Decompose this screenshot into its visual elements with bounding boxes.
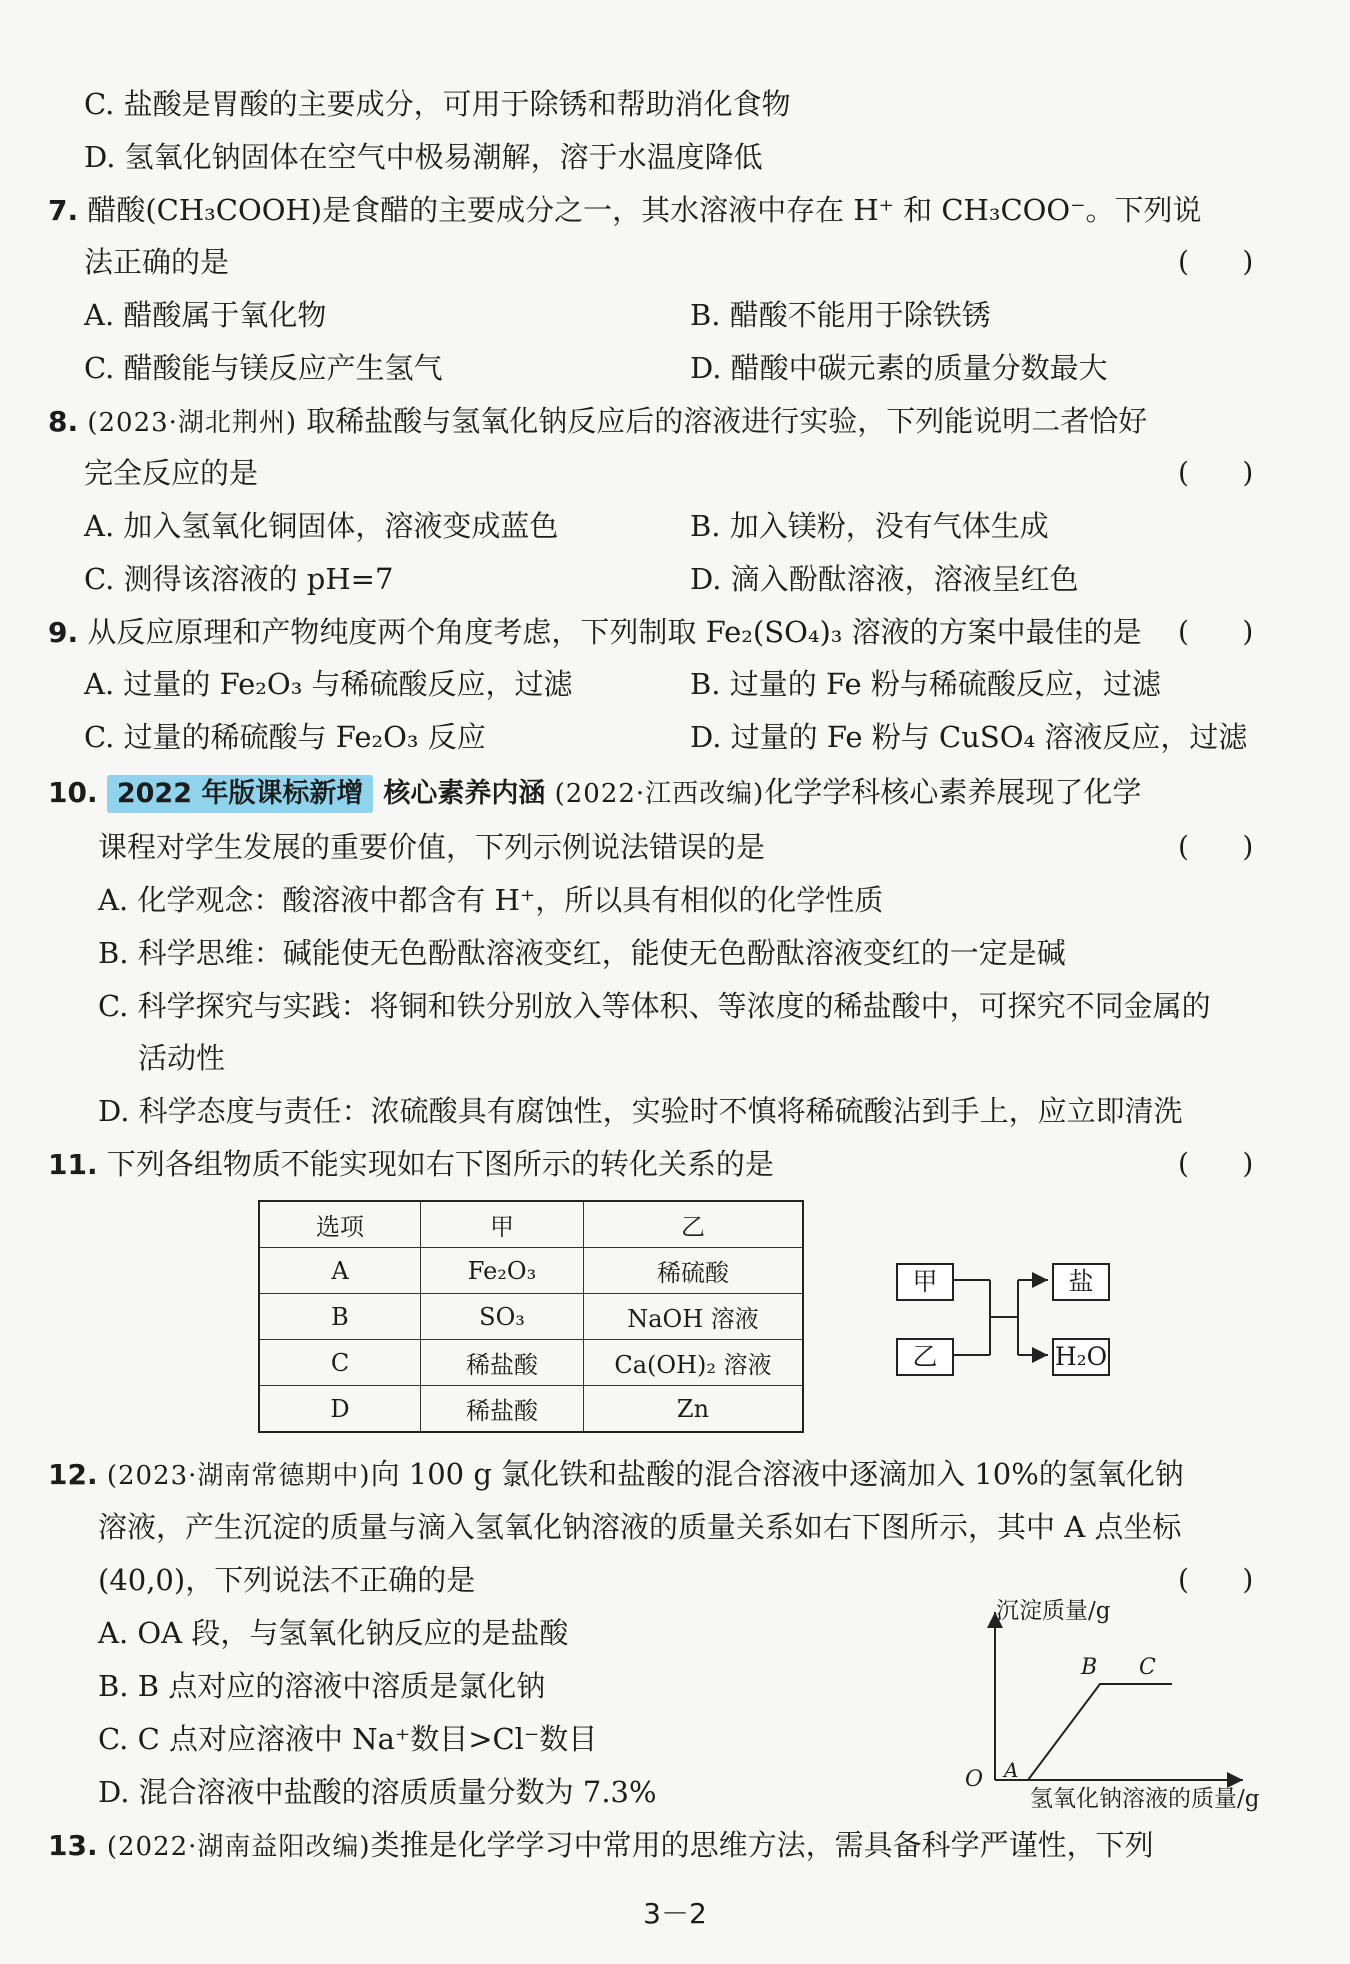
question-number: 11.: [48, 1148, 98, 1181]
q9-option-b: B. 过量的 Fe 粉与稀硫酸反应，过滤: [690, 667, 1161, 701]
q7-option-d: D. 醋酸中碳元素的质量分数最大: [690, 351, 1108, 385]
question-9-stem: 9. 从反应原理和产物纯度两个角度考虑，下列制取 Fe₂(SO₄)₃ 溶液的方案中最佳的是: [48, 615, 1142, 649]
table-cell: B: [259, 1294, 421, 1340]
q12-option-a: A. OA 段，与氢氧化钠反应的是盐酸: [98, 1616, 569, 1650]
box-yi: 乙: [896, 1338, 954, 1376]
table-cell: 稀硫酸: [584, 1248, 804, 1294]
graph-point-b: B: [1081, 1655, 1098, 1680]
table-cell: C: [259, 1340, 421, 1386]
question-number: 12.: [48, 1458, 98, 1491]
answer-bracket: ( ): [1178, 456, 1254, 489]
question-number: 10.: [48, 776, 98, 809]
question-source: (2023·湖南常德期中): [106, 1461, 371, 1491]
graph-y-label: 沉淀质量/g: [996, 1598, 1111, 1624]
table-header: 选项: [259, 1201, 421, 1248]
table-row: [259, 1340, 803, 1386]
table-cell: 稀盐酸: [421, 1386, 584, 1433]
table-cell: A: [259, 1248, 421, 1294]
q8-option-d: D. 滴入酚酞溶液，溶液呈红色: [690, 562, 1079, 596]
question-number: 8.: [48, 405, 79, 438]
question-10-stem: 10. 2022 年版课标新增 核心素养内涵 (2022·江西改编)化学学科核心素养展现了化学: [48, 772, 1141, 814]
question-7-stem: 7. 醋酸(CH₃COOH)是食醋的主要成分之一，其水溶液中存在 H⁺ 和 CH₃COO⁻。下列说: [48, 193, 1202, 227]
question-number: 9.: [48, 616, 79, 649]
q7-option-a: A. 醋酸属于氧化物: [84, 298, 327, 332]
q12-option-c: C. C 点对应溶液中 Na⁺数目>Cl⁻数目: [98, 1722, 598, 1756]
page-number: 3－2: [643, 1897, 707, 1930]
graph-x-label: 氢氧化钠溶液的质量/g: [1030, 1786, 1260, 1812]
q10-option-a: A. 化学观念：酸溶液中都含有 H⁺，所以具有相似的化学性质: [98, 883, 884, 917]
curriculum-tag: 2022 年版课标新增: [107, 775, 374, 813]
question-12-stem-cont: (40,0)，下列说法不正确的是: [98, 1563, 476, 1597]
q10-option-c-cont: 活动性: [138, 1041, 226, 1075]
q7-option-c: C. 醋酸能与镁反应产生氢气: [84, 351, 443, 385]
graph-point-a: A: [1004, 1758, 1019, 1782]
q12-option-d: D. 混合溶液中盐酸的溶质质量分数为 7.3%: [98, 1775, 657, 1809]
precipitate-curve: [1028, 1684, 1172, 1780]
question-8-stem-cont: 完全反应的是: [84, 456, 259, 490]
q9-option-a: A. 过量的 Fe₂O₃ 与稀硫酸反应，过滤: [84, 667, 573, 701]
table-cell: 稀盐酸: [421, 1340, 584, 1386]
q6-option-d: D. 氢氧化钠固体在空气中极易潮解，溶于水温度降低: [84, 140, 763, 174]
core-literacy-label: 核心素养内涵: [383, 778, 546, 809]
table-cell: D: [259, 1386, 421, 1433]
box-jia: 甲: [896, 1263, 954, 1301]
table-row: [259, 1294, 803, 1340]
graph-point-c: C: [1139, 1655, 1156, 1680]
q10-option-d: D. 科学态度与责任：浓硫酸具有腐蚀性，实验时不慎将稀硫酸沾到手上，应立即清洗: [98, 1094, 1183, 1128]
question-12-stem-cont: 溶液，产生沉淀的质量与滴入氢氧化钠溶液的质量关系如右下图所示，其中 A 点坐标: [98, 1510, 1182, 1544]
answer-bracket: ( ): [1178, 615, 1254, 648]
question-source: (2022·湖南益阳改编): [106, 1832, 371, 1862]
q10-option-c: C. 科学探究与实践：将铜和铁分别放入等体积、等浓度的稀盐酸中，可探究不同金属的: [98, 989, 1211, 1023]
q9-option-d: D. 过量的 Fe 粉与 CuSO₄ 溶液反应，过滤: [690, 720, 1248, 754]
q8-option-b: B. 加入镁粉，没有气体生成: [690, 509, 1049, 543]
answer-bracket: ( ): [1178, 245, 1254, 278]
question-10-stem-cont: 课程对学生发展的重要价值，下列示例说法错误的是: [98, 830, 766, 864]
table-row: [259, 1248, 803, 1294]
table-cell: NaOH 溶液: [584, 1294, 804, 1340]
q6-option-c: C. 盐酸是胃酸的主要成分，可用于除锈和帮助消化食物: [84, 87, 791, 121]
table-cell: SO₃: [421, 1294, 584, 1340]
question-source: (2023·湖北荆州): [87, 408, 298, 438]
question-7-stem-cont: 法正确的是: [84, 245, 230, 279]
question-number: 13.: [48, 1829, 98, 1862]
table-cell: Fe₂O₃: [421, 1248, 584, 1294]
question-8-stem: 8. (2023·湖北荆州) 取稀盐酸与氢氧化钠反应后的溶液进行实验，下列能说明二者恰好: [48, 404, 1148, 438]
question-12-stem: 12. (2023·湖南常德期中)向 100 g 氯化铁和盐酸的混合溶液中逐滴加入 10%的氢氧化钠: [48, 1457, 1184, 1491]
answer-bracket: ( ): [1178, 1147, 1254, 1180]
q10-option-b: B. 科学思维：碱能使无色酚酞溶液变红，能使无色酚酞溶液变红的一定是碱: [98, 936, 1066, 970]
q8-option-a: A. 加入氢氧化铜固体，溶液变成蓝色: [84, 509, 559, 543]
question-source: (2022·江西改编): [554, 779, 765, 809]
options-table: [258, 1200, 804, 1433]
box-salt: 盐: [1052, 1263, 1110, 1301]
table-row: [259, 1386, 803, 1433]
q7-option-b: B. 醋酸不能用于除铁锈: [690, 298, 991, 332]
q9-option-c: C. 过量的稀硫酸与 Fe₂O₃ 反应: [84, 720, 486, 754]
table-cell: Zn: [584, 1386, 804, 1433]
q8-option-c: C. 测得该溶液的 pH=7: [84, 562, 394, 596]
answer-bracket: ( ): [1178, 830, 1254, 863]
question-11-stem: 11. 下列各组物质不能实现如右下图所示的转化关系的是: [48, 1147, 774, 1181]
question-13-stem: 13. (2022·湖南益阳改编)类推是化学学习中常用的思维方法，需具备科学严谨性，下列: [48, 1828, 1154, 1862]
box-water: H₂O: [1052, 1338, 1110, 1376]
table-header: 甲: [421, 1201, 584, 1248]
table-header-row: [259, 1201, 803, 1248]
question-number: 7.: [48, 194, 79, 227]
answer-bracket: ( ): [1178, 1563, 1254, 1596]
table-cell: Ca(OH)₂ 溶液: [584, 1340, 804, 1386]
graph-origin-label: O: [965, 1767, 984, 1792]
table-header: 乙: [584, 1201, 804, 1248]
q12-option-b: B. B 点对应的溶液中溶质是氯化钠: [98, 1669, 546, 1703]
